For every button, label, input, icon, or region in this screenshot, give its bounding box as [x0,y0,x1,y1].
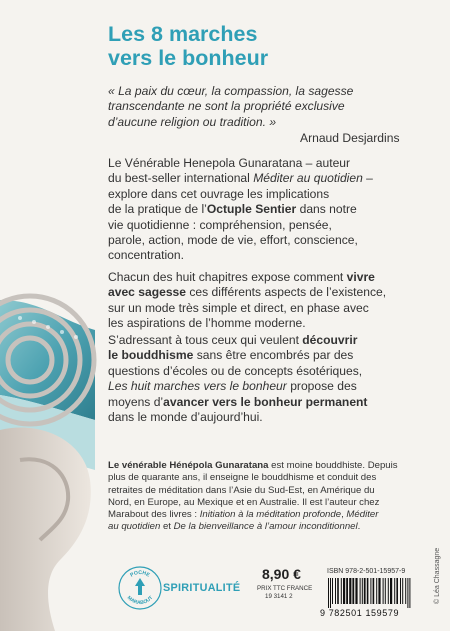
barcode-bar [362,578,363,604]
paragraph-1 [108,156,373,264]
barcode-bar [337,578,339,604]
barcode-bar [373,578,375,604]
barcode-bar [388,578,389,604]
barcode-bar [330,578,331,608]
paragraph-2 [108,270,386,332]
barcode-bar [343,578,345,604]
price: 8,90 € [262,566,301,582]
highlight: vivre [346,270,375,284]
barcode-bar [346,578,348,604]
paragraph-line: explore dans cet ouvrage les implications [108,186,330,201]
barcode-bar [409,578,410,608]
barcode-bar [367,578,369,604]
book-reference: Les huit marches vers le bonheur [108,379,287,394]
bio-line: Le vénérable Hénépola Gunaratana est moine bouddhiste. Depuis [108,460,398,471]
epigraph-quote [108,84,353,130]
barcode-bar [328,578,329,608]
barcode-bar [349,578,351,604]
paragraph-line: Chacun des huit chapitres expose comment vivre [108,270,375,284]
book-reference: au quotidien [108,521,161,533]
paragraph-line: vie quotidienne : compréhension, pensée, [108,217,332,232]
barcode-bar [383,578,384,604]
bio-line: Marabout des livres : Initiation à la méditation profonde, Méditer [108,509,379,521]
book-reference: Initiation à la méditation profonde [199,509,342,521]
paragraph-line: sur un mode très simple et direct, en phase avec [108,300,369,315]
bio-line: Nord, en Europe, au Mexique et en Australie. Il est l’auteur chez [108,496,380,508]
barcode-bar [385,578,386,604]
barcode-bar [364,578,366,604]
quote-line: « La paix du cœur, la compassion, la sagesse [108,84,354,98]
barcode-bar [378,578,380,604]
logo-text-top: POCHE [129,569,151,579]
book-reference: Méditer au quotidien [253,171,363,186]
title-line-1: Les 8 marches [108,22,258,46]
price-info [257,585,312,601]
barcode-bar [355,578,357,604]
book-reference: De la bienveillance à l’amour inconditionnel [173,521,358,533]
barcode-bar [402,578,403,604]
quote-author: Arnaud Desjardins [300,131,400,145]
book-reference: Méditer [346,509,379,521]
isbn: ISBN 978-2-501-15957-9 [327,568,406,575]
barcode [326,578,418,608]
highlight: avancer vers le bonheur permanent [163,394,368,409]
quote-line: d’aucune religion ou tradition. » [108,114,277,129]
barcode-number: 9 782501 159579 [320,608,400,618]
product-code: 19 3141 2 [265,593,293,600]
paragraph-line: Les huit marches vers le bonheur propose des [108,379,357,394]
bio-line: au quotidien et De la bienveillance à l’amour inconditionnel. [108,521,361,533]
poche-marabout-logo [118,566,162,610]
paragraph-line: le bouddhisme sans être encombrés par des [108,348,354,363]
paragraph-line: S’adressant à tous ceux qui veulent découvrir [108,333,358,347]
highlight: découvrir [302,333,358,347]
barcode-bar [360,578,361,604]
barcode-bar [394,578,395,604]
paragraph-line: de la pratique de l’Octuple Sentier dans notre [108,202,357,217]
bio-line: plus de quarante ans, il enseigne le bouddhisme et conduit des [108,472,377,484]
paragraph-line: parole, action, mode de vie, effort, conscience, [108,233,358,248]
price-label: PRIX TTC FRANCE [257,585,313,592]
paragraph-line: moyens d’avancer vers le bonheur permanent [108,394,368,409]
book-title [108,22,268,70]
barcode-bar [341,578,342,604]
barcode-bar [335,578,336,604]
title-line-2: vers le bonheur [108,46,269,70]
paragraph-line: dans le monde d’aujourd’hui. [108,410,263,425]
barcode-bar [405,578,406,604]
barcode-bar [352,578,354,604]
paragraph-line: du best-seller international Méditer au quotidien – [108,171,373,186]
barcode-bar [370,578,371,604]
marabout-bird-icon [135,578,145,595]
highlight: le bouddhisme [108,348,194,363]
category-label: SPIRITUALITÉ [163,582,241,594]
paragraph-line: concentration. [108,248,184,263]
highlight: avec sagesse [108,285,187,300]
paragraph-line: Le Vénérable Henepola Gunaratana – auteur [108,156,351,170]
logo-text-bottom: MARABOUT [125,594,155,607]
barcode-bar [332,578,333,604]
barcode-bar [390,578,392,604]
quote-line: transcendante ne sont la propriété exclusive [108,99,345,114]
barcode-bar [376,578,377,604]
barcode-bar [396,578,398,604]
author-bio [108,460,398,534]
author-name: Le vénérable Hénépola Gunaratana [108,460,269,471]
svg-text:MARABOUT [126,595,154,606]
svg-text:POCHE [129,570,151,579]
paragraph-line: questions d’écoles ou de concepts ésotériques, [108,363,363,378]
bio-line: retraites de méditation dans l’Asie du Sud-Est, en Amérique du [108,484,375,496]
paragraph-line: avec sagesse ces différents aspects de l’existence, [108,285,387,300]
paragraph-line: les aspirations de l’homme moderne. [108,316,306,331]
barcode-bar [400,578,401,604]
paragraph-3 [108,333,367,425]
highlight: Octuple Sentier [206,202,297,217]
barcode-bar [407,578,408,608]
photo-credit: © Léa Chassagne [434,547,441,604]
ear-shape [0,427,91,631]
